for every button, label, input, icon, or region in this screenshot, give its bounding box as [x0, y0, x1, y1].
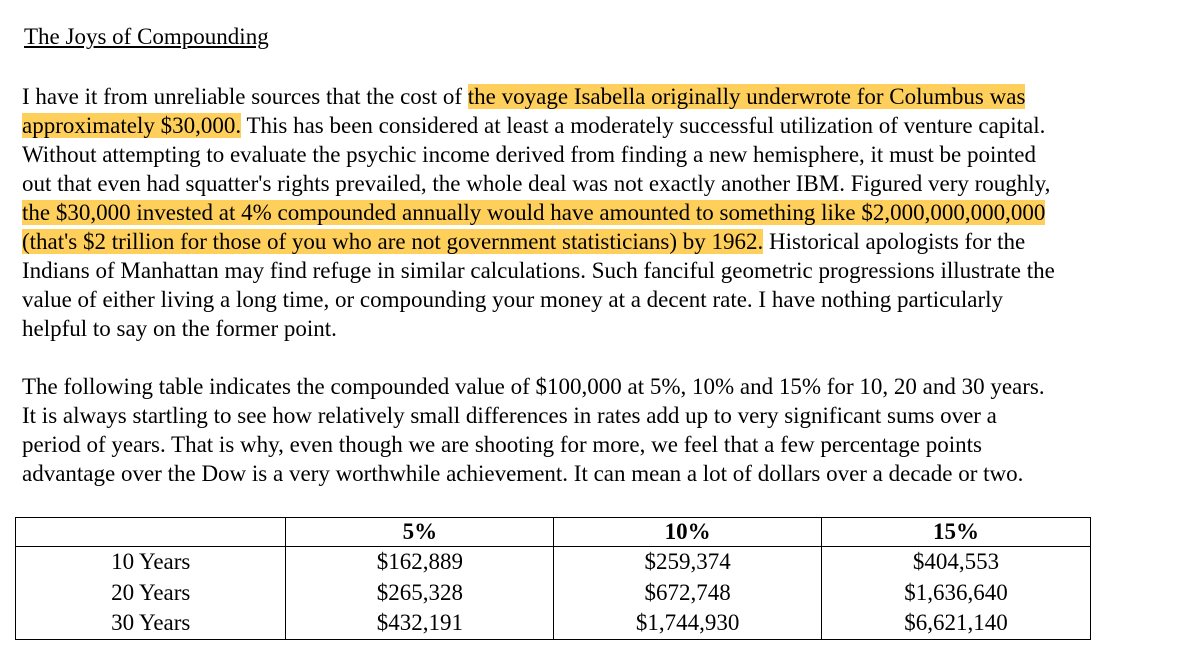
- table-row-labels: [16, 547, 286, 640]
- document-title: The Joys of Compounding: [24, 24, 269, 49]
- table-cell: $162,889: [376, 549, 463, 574]
- table-cell: $6,621,140: [904, 610, 1008, 635]
- paragraph-line: approximately $30,000. This has been considered at least a moderately successful utilization of venture capital.: [22, 113, 1046, 138]
- row-label: 20 Years: [111, 579, 191, 605]
- table-cell: $432,191: [376, 610, 463, 635]
- table-header-cell: 5%: [286, 518, 554, 547]
- paragraph-line: period of years. That is why, even though we are shooting for more, we feel that a few percentage points: [22, 432, 982, 457]
- highlighted-text: approximately $30,000.: [22, 113, 242, 138]
- table-cell: $404,553: [912, 549, 1000, 574]
- table-row: [16, 547, 1091, 640]
- table-cell: $1,744,930: [635, 610, 740, 635]
- paragraph-line: (that's $2 trillion for those of you who are not government statisticians) by 1962. Historical apologists for the: [22, 229, 1026, 254]
- highlighted-text: the $30,000 invested at 4% compounded annually would have amounted to something like $2,000,000,000,000: [22, 200, 1046, 225]
- paragraph-line: value of either living a long time, or compounding your money at a decent rate. I have nothing particularly: [22, 287, 1004, 312]
- paragraph-columbus: [22, 82, 1055, 343]
- table-cell: $672,748: [644, 579, 731, 605]
- table-cell: $265,328: [376, 579, 463, 605]
- table-column-15pct: [822, 547, 1091, 640]
- compounding-table: [15, 517, 1091, 640]
- table-cell: $1,636,640: [904, 579, 1008, 605]
- table-header-cell: 15%: [822, 518, 1091, 547]
- paragraph-line: It is always startling to see how relatively small differences in rates add up to very significant sums over a: [22, 403, 997, 428]
- table-column-5pct: [286, 547, 554, 640]
- highlighted-text: (that's $2 trillion for those of you who are not government statisticians) by 1962.: [22, 229, 764, 254]
- row-label: 10 Years: [111, 549, 191, 574]
- paragraph-line: The following table indicates the compounded value of $100,000 at 5%, 10% and 15% for 10, 20 and 30 years.: [22, 374, 1045, 399]
- table-cell: $259,374: [644, 549, 731, 574]
- paragraph-table-intro: [22, 372, 1045, 488]
- table-column-10pct: [554, 547, 822, 640]
- highlighted-text: the voyage Isabella originally underwrote for Columbus was: [467, 84, 1026, 109]
- table-header-cell: [16, 518, 286, 547]
- paragraph-line: advantage over the Dow is a very worthwhile achievement. It can mean a lot of dollars over a decade or two.: [22, 461, 1024, 486]
- paragraph-line: out that even had squatter's rights prevailed, the whole deal was not exactly another IBM. Figured very roughly,: [22, 171, 1051, 196]
- paragraph-line: Indians of Manhattan may find refuge in similar calculations. Such fanciful geometric progressions illustrate the: [22, 258, 1055, 283]
- row-label: 30 Years: [111, 610, 191, 635]
- table-header-cell: 10%: [554, 518, 822, 547]
- table-header-row: [16, 518, 1091, 547]
- paragraph-line: [22, 198, 1055, 227]
- paragraph-line: helpful to say on the former point.: [22, 316, 337, 341]
- paragraph-line: I have it from unreliable sources that the cost of the voyage Isabella originally underwrote for Columbus was: [22, 84, 1026, 109]
- paragraph-line: Without attempting to evaluate the psychic income derived from finding a new hemisphere, it must be pointed: [22, 142, 1036, 167]
